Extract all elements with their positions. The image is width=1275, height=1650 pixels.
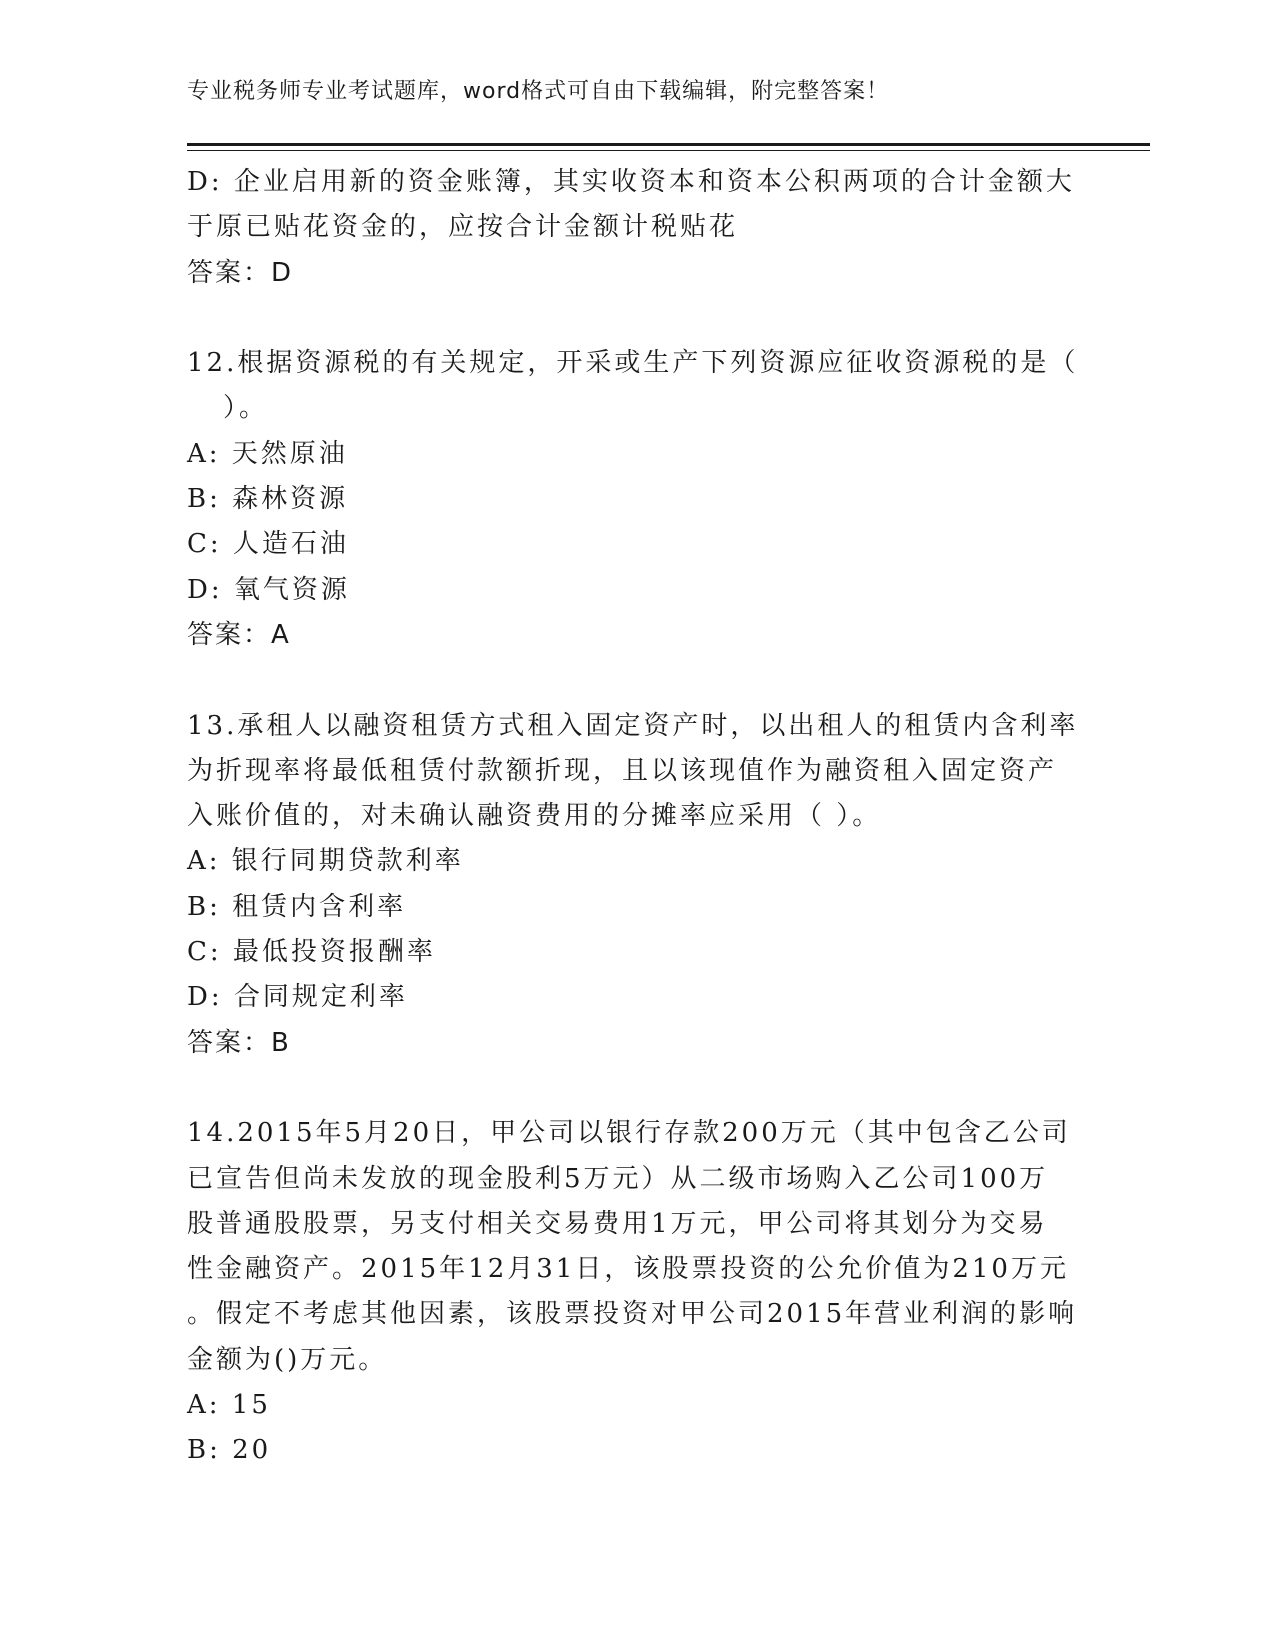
question-stem: 14.2015年5月20日，甲公司以银行存款200万元（其中包含乙公司 <box>187 1118 1071 1149</box>
option-d: D: 合同规定利率 <box>187 982 408 1013</box>
option-d: D: 氧气资源 <box>187 574 350 605</box>
spacer <box>187 296 1087 341</box>
question-12 <box>187 341 1087 658</box>
option-d-continued: 于原已贴花资金的，应按合计金额计税贴花 <box>187 212 739 243</box>
question-stem-continued: ）。 <box>223 393 269 424</box>
question-stem-continued: 性金融资产。2015年12月31日，该股票投资的公允价值为210万元 <box>187 1254 1069 1285</box>
option-a: A: 天然原油 <box>187 438 348 469</box>
option-c: C: 最低投资报酬率 <box>187 937 436 968</box>
question-stem-continued: 为折现率将最低租赁付款额折现，且以该现值作为融资租入固定资产 <box>187 755 1058 786</box>
question-content <box>187 160 1087 1474</box>
option-c: C: 人造石油 <box>187 529 349 560</box>
question-stem: 13.承租人以融资租赁方式租入固定资产时，以出租人的租赁内含利率 <box>187 710 1079 741</box>
option-b: B: 租赁内含利率 <box>187 891 407 922</box>
option-b: B: 20 <box>187 1435 272 1466</box>
question-stem-continued: 股普通股股票，另支付相关交易费用1万元，甲公司将其划分为交易 <box>187 1208 1048 1239</box>
option-d: D: 企业启用新的资金账簿，其实收资本和资本公积两项的合计金额大 <box>187 167 1075 197</box>
question-stem: 12.根据资源税的有关规定，开采或生产下列资源应征收资源税的是（ <box>187 348 1079 379</box>
spacer <box>187 1066 1087 1111</box>
option-b: B: 森林资源 <box>187 484 349 515</box>
header-rule-thin <box>187 150 1150 151</box>
option-a: A: 15 <box>187 1390 271 1421</box>
question-14 <box>187 1111 1087 1473</box>
question-stem-continued: 。假定不考虑其他因素，该股票投资对甲公司2015年营业利润的影响 <box>187 1299 1078 1330</box>
answer-line: 答案：B <box>187 1027 291 1058</box>
question-stem-continued: 金额为()万元。 <box>187 1344 388 1375</box>
page-header: 专业税务师专业考试题库，word格式可自由下载编辑，附完整答案！ <box>187 79 890 104</box>
answer-line: 答案：A <box>187 619 291 650</box>
header-rule-thick <box>187 143 1150 146</box>
spacer <box>187 658 1087 703</box>
question-13 <box>187 704 1087 1066</box>
answer-line: 答案：D <box>187 257 294 288</box>
question-stem-continued: 入账价值的，对未确认融资费用的分摊率应采用（ ）。 <box>187 801 882 832</box>
question-11 <box>187 160 1087 296</box>
option-a: A: 银行同期贷款利率 <box>187 846 464 877</box>
question-stem-continued: 已宣告但尚未发放的现金股利5万元）从二级市场购入乙公司100万 <box>187 1163 1049 1194</box>
